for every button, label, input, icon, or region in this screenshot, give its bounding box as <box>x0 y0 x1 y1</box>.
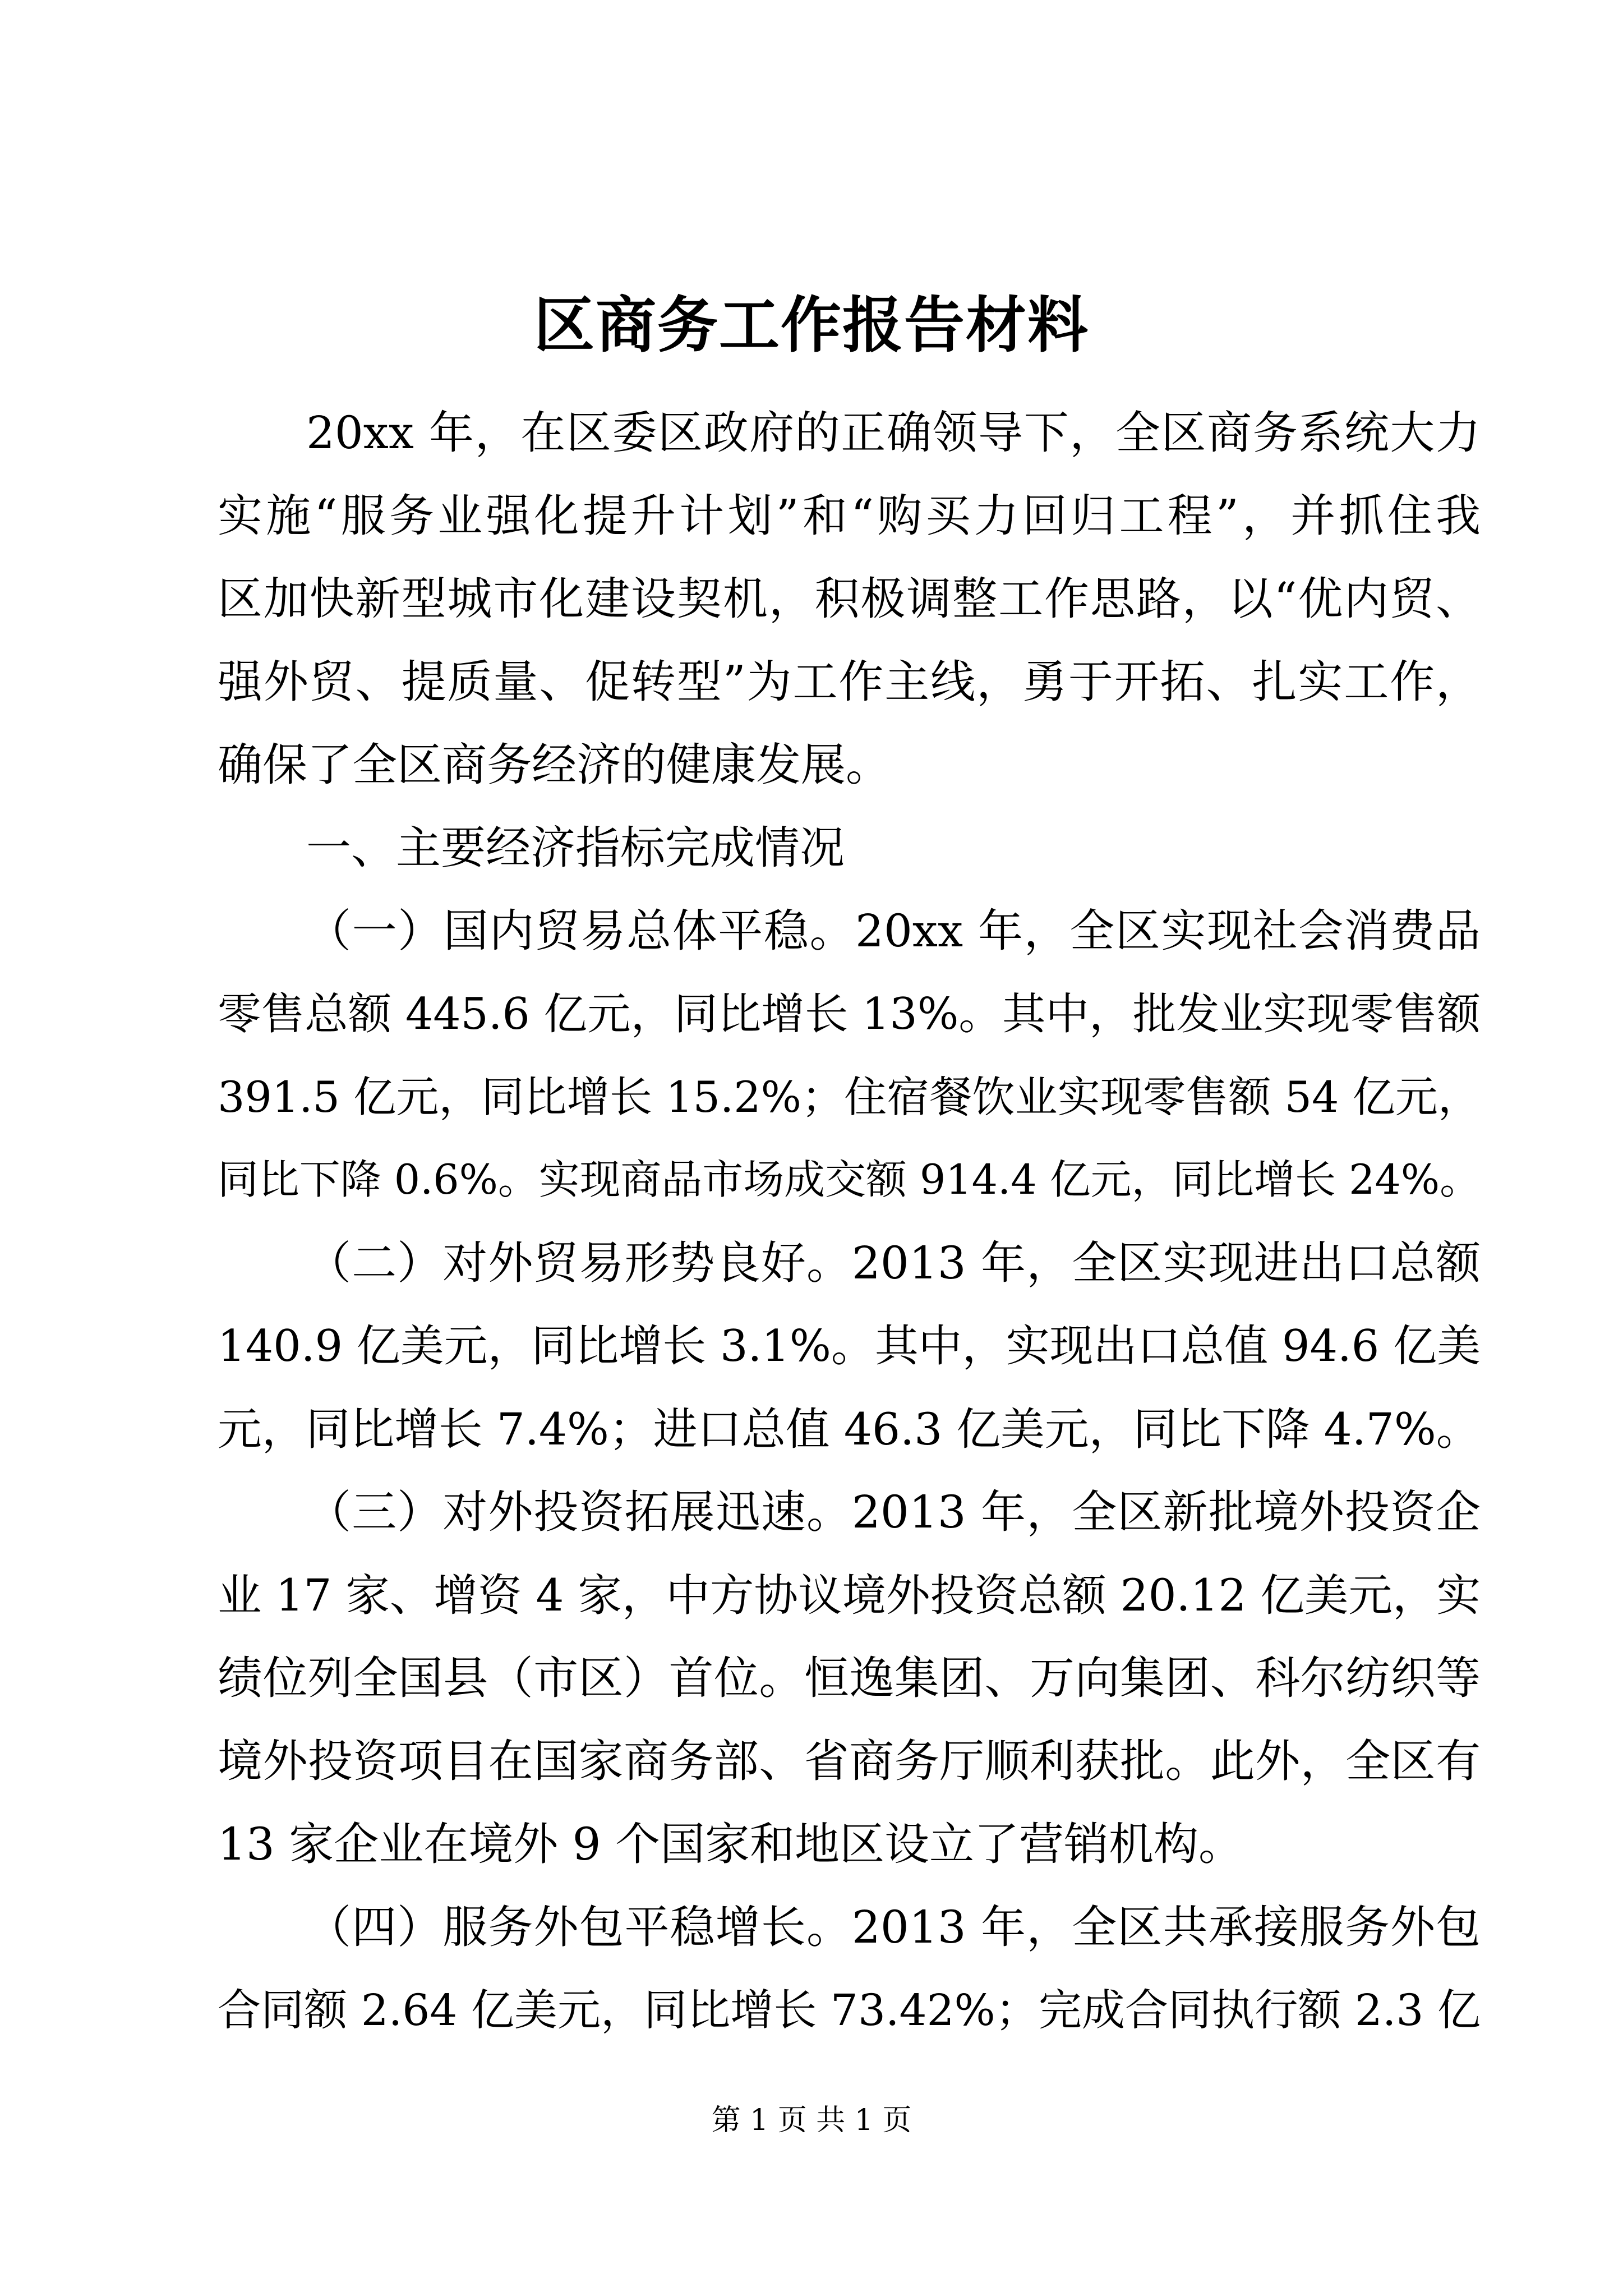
text-line: 13 家企业在境外 9 个国家和地区设立了营销机构。 <box>218 1818 1243 1870</box>
text-line: 20xx 年，在区委区政府的正确领导下，全区商务系统大力 <box>306 407 1481 459</box>
text-line: 同比下降 0.6%。实现商品市场成交额 914.4 亿元，同比增长 24%。 <box>218 1156 1481 1204</box>
text-line: 境外投资项目在国家商务部、省商务厅顺利获批。此外，全区有 <box>218 1735 1481 1787</box>
text-line: 确保了全区商务经济的健康发展。 <box>218 739 891 791</box>
text-line: 强外贸、提质量、促转型”为工作主线，勇于开拓、扎实工作， <box>218 656 1481 708</box>
text-line: （二）对外贸易形势良好。2013 年，全区实现进出口总额 <box>306 1237 1481 1289</box>
document-body <box>218 392 1481 2052</box>
text-line: 391.5 亿元，同比增长 15.2%；住宿餐饮业实现零售额 54 亿元， <box>218 1072 1481 1122</box>
text-line: 合同额 2.64 亿美元，同比增长 73.42%；完成合同执行额 2.3 亿 <box>218 1985 1481 2036</box>
document-title: 区商务工作报告材料 <box>533 290 1089 361</box>
text-line: 区加快新型城市化建设契机，积极调整工作思路，以“优内贸、 <box>218 573 1481 625</box>
text-line: 元，同比增长 7.4%；进口总值 46.3 亿美元，同比下降 4.7%。 <box>218 1404 1481 1455</box>
page-footer: 第 1 页 共 1 页 <box>711 2104 912 2137</box>
text-line: （四）服务外包平稳增长。2013 年，全区共承接服务外包 <box>306 1901 1481 1953</box>
text-line: （一）国内贸易总体平稳。20xx 年，全区实现社会消费品 <box>306 905 1481 957</box>
text-line: 业 17 家、增资 4 家，中方协议境外投资总额 20.12 亿美元，实 <box>218 1570 1481 1621</box>
text-line: 实施“服务业强化提升计划”和“购买力回归工程”，并抓住我 <box>218 490 1481 542</box>
text-line: （三）对外投资拓展迅速。2013 年，全区新批境外投资企 <box>306 1486 1481 1538</box>
text-line: 一、主要经济指标完成情况 <box>306 822 845 874</box>
text-line: 零售总额 445.6 亿元，同比增长 13%。其中，批发业实现零售额 <box>218 989 1481 1039</box>
text-line: 绩位列全国县（市区）首位。恒逸集团、万向集团、科尔纺织等 <box>218 1652 1481 1704</box>
text-line: 140.9 亿美元，同比增长 3.1%。其中，实现出口总值 94.6 亿美 <box>218 1321 1481 1372</box>
